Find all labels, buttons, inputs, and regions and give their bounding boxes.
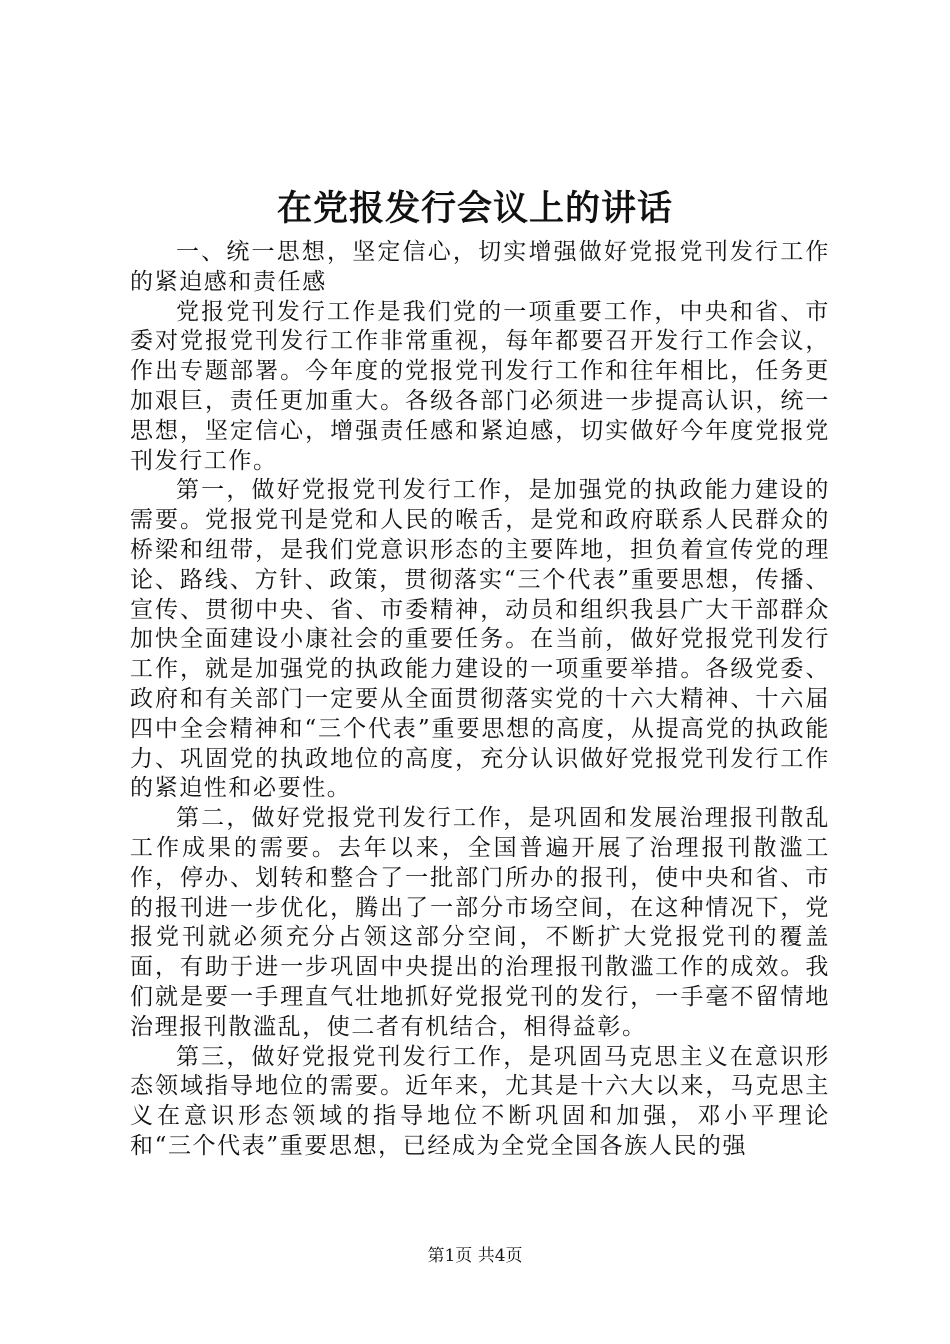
document-title: 在党报发行会议上的讲话: [276, 188, 673, 229]
body-paragraph: 第三，做好党报党刊发行工作，是巩固马克思主义在意识形态领域指导地位的需要。近年来，尤其是十六大以来，马克思主义在意识形态领域的指导地位不断巩固和加强，邓小平理论和“三个代表”重要思想，已经成为全党全国各族人民的强: [130, 1043, 830, 1159]
body-paragraph: 第二，做好党报党刊发行工作，是巩固和发展治理报刊散乱工作成果的需要。去年以来，全国普遍开展了治理报刊散滥工作，停办、划转和整合了一批部门所办的报刊，使中央和省、市的报刊进一步优化，腾出了一部分市场空间，在这种情况下，党报党刊就必须充分占领这部分空间，不断扩大党报党刊的覆盖面，有助于进一步巩固中央提出的治理报刊散滥工作的成效。我们就是要一手理直气壮地抓好党报党刊的发行，一手毫不留情地治理报刊散滥乱，使二者有机结合，相得益彰。: [130, 805, 830, 1040]
section-heading: 一、统一思想，坚定信心，切实增强做好党报党刊发行工作的紧迫感和责任感: [130, 239, 830, 295]
body-paragraph: 党报党刊发行工作是我们党的一项重要工作，中央和省、市委对党报党刊发行工作非常重视，每年都要召开发行工作会议，作出专题部署。今年度的党报党刊发行工作和往年相比，任务更加艰巨，责任更加重大。各级各部门必须进一步提高认识，统一思想，坚定信心，增强责任感和紧迫感，切实做好今年度党报党刊发行工作。: [130, 298, 830, 474]
page-number-footer: 第1页 共4页: [427, 1246, 523, 1266]
document-body: [130, 238, 830, 1162]
body-paragraph: 第一，做好党报党刊发行工作，是加强党的执政能力建设的需要。党报党刊是党和人民的喉舌，是党和政府联系人民群众的桥梁和纽带，是我们党意识形态的主要阵地，担负着宣传党的理论、路线、方针、政策，贯彻落实“三个代表”重要思想，传播、宣传、贯彻中央、省、市委精神，动员和组织我县广大干部群众加快全面建设小康社会的重要任务。在当前，做好党报党刊发行工作，就是加强党的执政能力建设的一项重要举措。各级党委、政府和有关部门一定要从全面贯彻落实党的十六大精神、十六届四中全会精神和“三个代表”重要思想的高度，从提高党的执政能力、巩固党的执政地位的高度，充分认识做好党报党刊发行工作的紧迫性和必要性。: [130, 477, 830, 802]
